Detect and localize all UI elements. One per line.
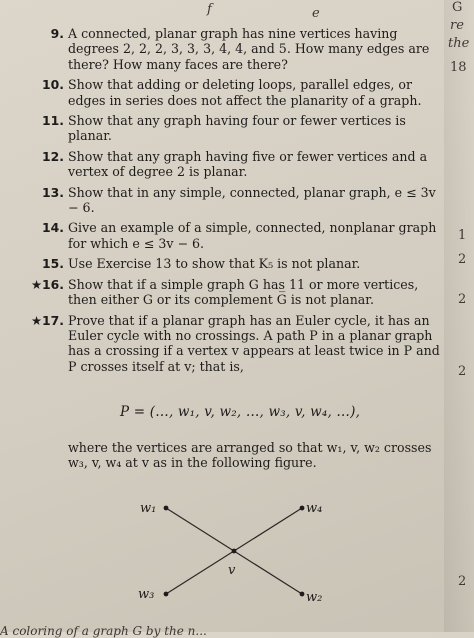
- right-fragment: G: [452, 0, 463, 15]
- exercise-item: [22, 26, 442, 72]
- exercise-number: 11.: [42, 113, 64, 129]
- vertex-w3: [164, 592, 169, 597]
- exercise-item: [22, 220, 442, 251]
- label-w1: w₁: [140, 501, 157, 516]
- exercise-number: 15.: [42, 256, 64, 272]
- label-w2: w₂: [306, 590, 323, 605]
- right-fragment: 1: [458, 228, 467, 243]
- after-formula-text: where the vertices are arranged so that w₁, v, w₂ crosses w₃, v, w₄ at v as in the following figure.: [68, 440, 432, 471]
- right-fragment: 2: [458, 292, 467, 307]
- exercise-number: 9.: [50, 26, 64, 41]
- exercise-text: Prove that if a planar graph has an Euler cycle, it has an Euler cycle with no crossings. A path P in a planar graph has a crossing if a vertex v appears at least twice in P and P crosses itself at v; that is,: [68, 312, 440, 374]
- exercise-text: Give an example of a simple, connected, nonplanar graph for which e ≤ 3v − 6.: [68, 220, 437, 251]
- vertex-w1: [164, 506, 169, 511]
- exercise-number: 12.: [42, 148, 64, 164]
- exercise-number: 13.: [42, 184, 64, 200]
- exercise-item: [22, 77, 442, 108]
- vertex-w2: [300, 592, 305, 597]
- exercise-text: Show that any graph having four or fewer vertices is planar.: [68, 113, 406, 144]
- exercise-text: Show that in any simple, connected, planar graph, e ≤ 3v − 6.: [68, 184, 436, 216]
- exercise-item: [22, 113, 442, 144]
- exercise-number: 10.: [42, 77, 64, 93]
- exercise-text: Show that any graph having five or fewer vertices and a vertex of degree 2 is planar.: [68, 148, 428, 180]
- exercise-list: [22, 26, 442, 379]
- exercise-item: [22, 185, 442, 216]
- right-fragment: 2: [458, 364, 467, 379]
- label-v: v: [228, 563, 236, 578]
- exercise-item: [22, 256, 442, 271]
- right-fragment: 2: [458, 252, 467, 267]
- vertex-v: [232, 549, 237, 554]
- right-page-edge: [444, 0, 474, 632]
- bottom-fragment: A coloring of a graph G by the n...: [0, 624, 207, 638]
- right-fragment: the: [448, 36, 470, 51]
- vertex-w4: [300, 506, 305, 511]
- label-w3: w₃: [138, 587, 155, 602]
- right-fragment: re: [450, 18, 464, 33]
- top-fragment-right: e: [312, 6, 320, 21]
- exercise-number: ★16.: [30, 276, 64, 292]
- exercise-item: [22, 277, 442, 308]
- exercise-item: [22, 313, 442, 375]
- right-fragment: 2: [458, 574, 467, 589]
- exercise-text: Use Exercise 13 to show that K₅ is not planar.: [68, 256, 361, 272]
- exercise-text: A connected, planar graph has nine vertices having degrees 2, 2, 2, 3, 3, 3, 4, 4, and 5. How many edges are there? How many faces are there?: [68, 26, 430, 72]
- exercise-number: 14.: [42, 220, 64, 236]
- crossing-formula: P = (…, w₁, v, w₂, …, w₃, v, w₄, …),: [120, 404, 361, 420]
- exercise-text: Show that if a simple graph G has 11 or more vertices, then either G or its complement G̅ is not planar.: [68, 276, 419, 308]
- label-w4: w₄: [306, 501, 323, 516]
- exercise-text: Show that adding or deleting loops, parallel edges, or edges in series does not affect the planarity of a graph.: [68, 77, 422, 108]
- right-fragment: 18: [450, 60, 467, 75]
- top-fragment-left: f: [207, 2, 212, 17]
- exercise-number: ★17.: [30, 312, 64, 328]
- page-top-fragments: [0, 0, 440, 22]
- crossing-figure: [130, 494, 340, 614]
- exercise-item: [22, 149, 442, 180]
